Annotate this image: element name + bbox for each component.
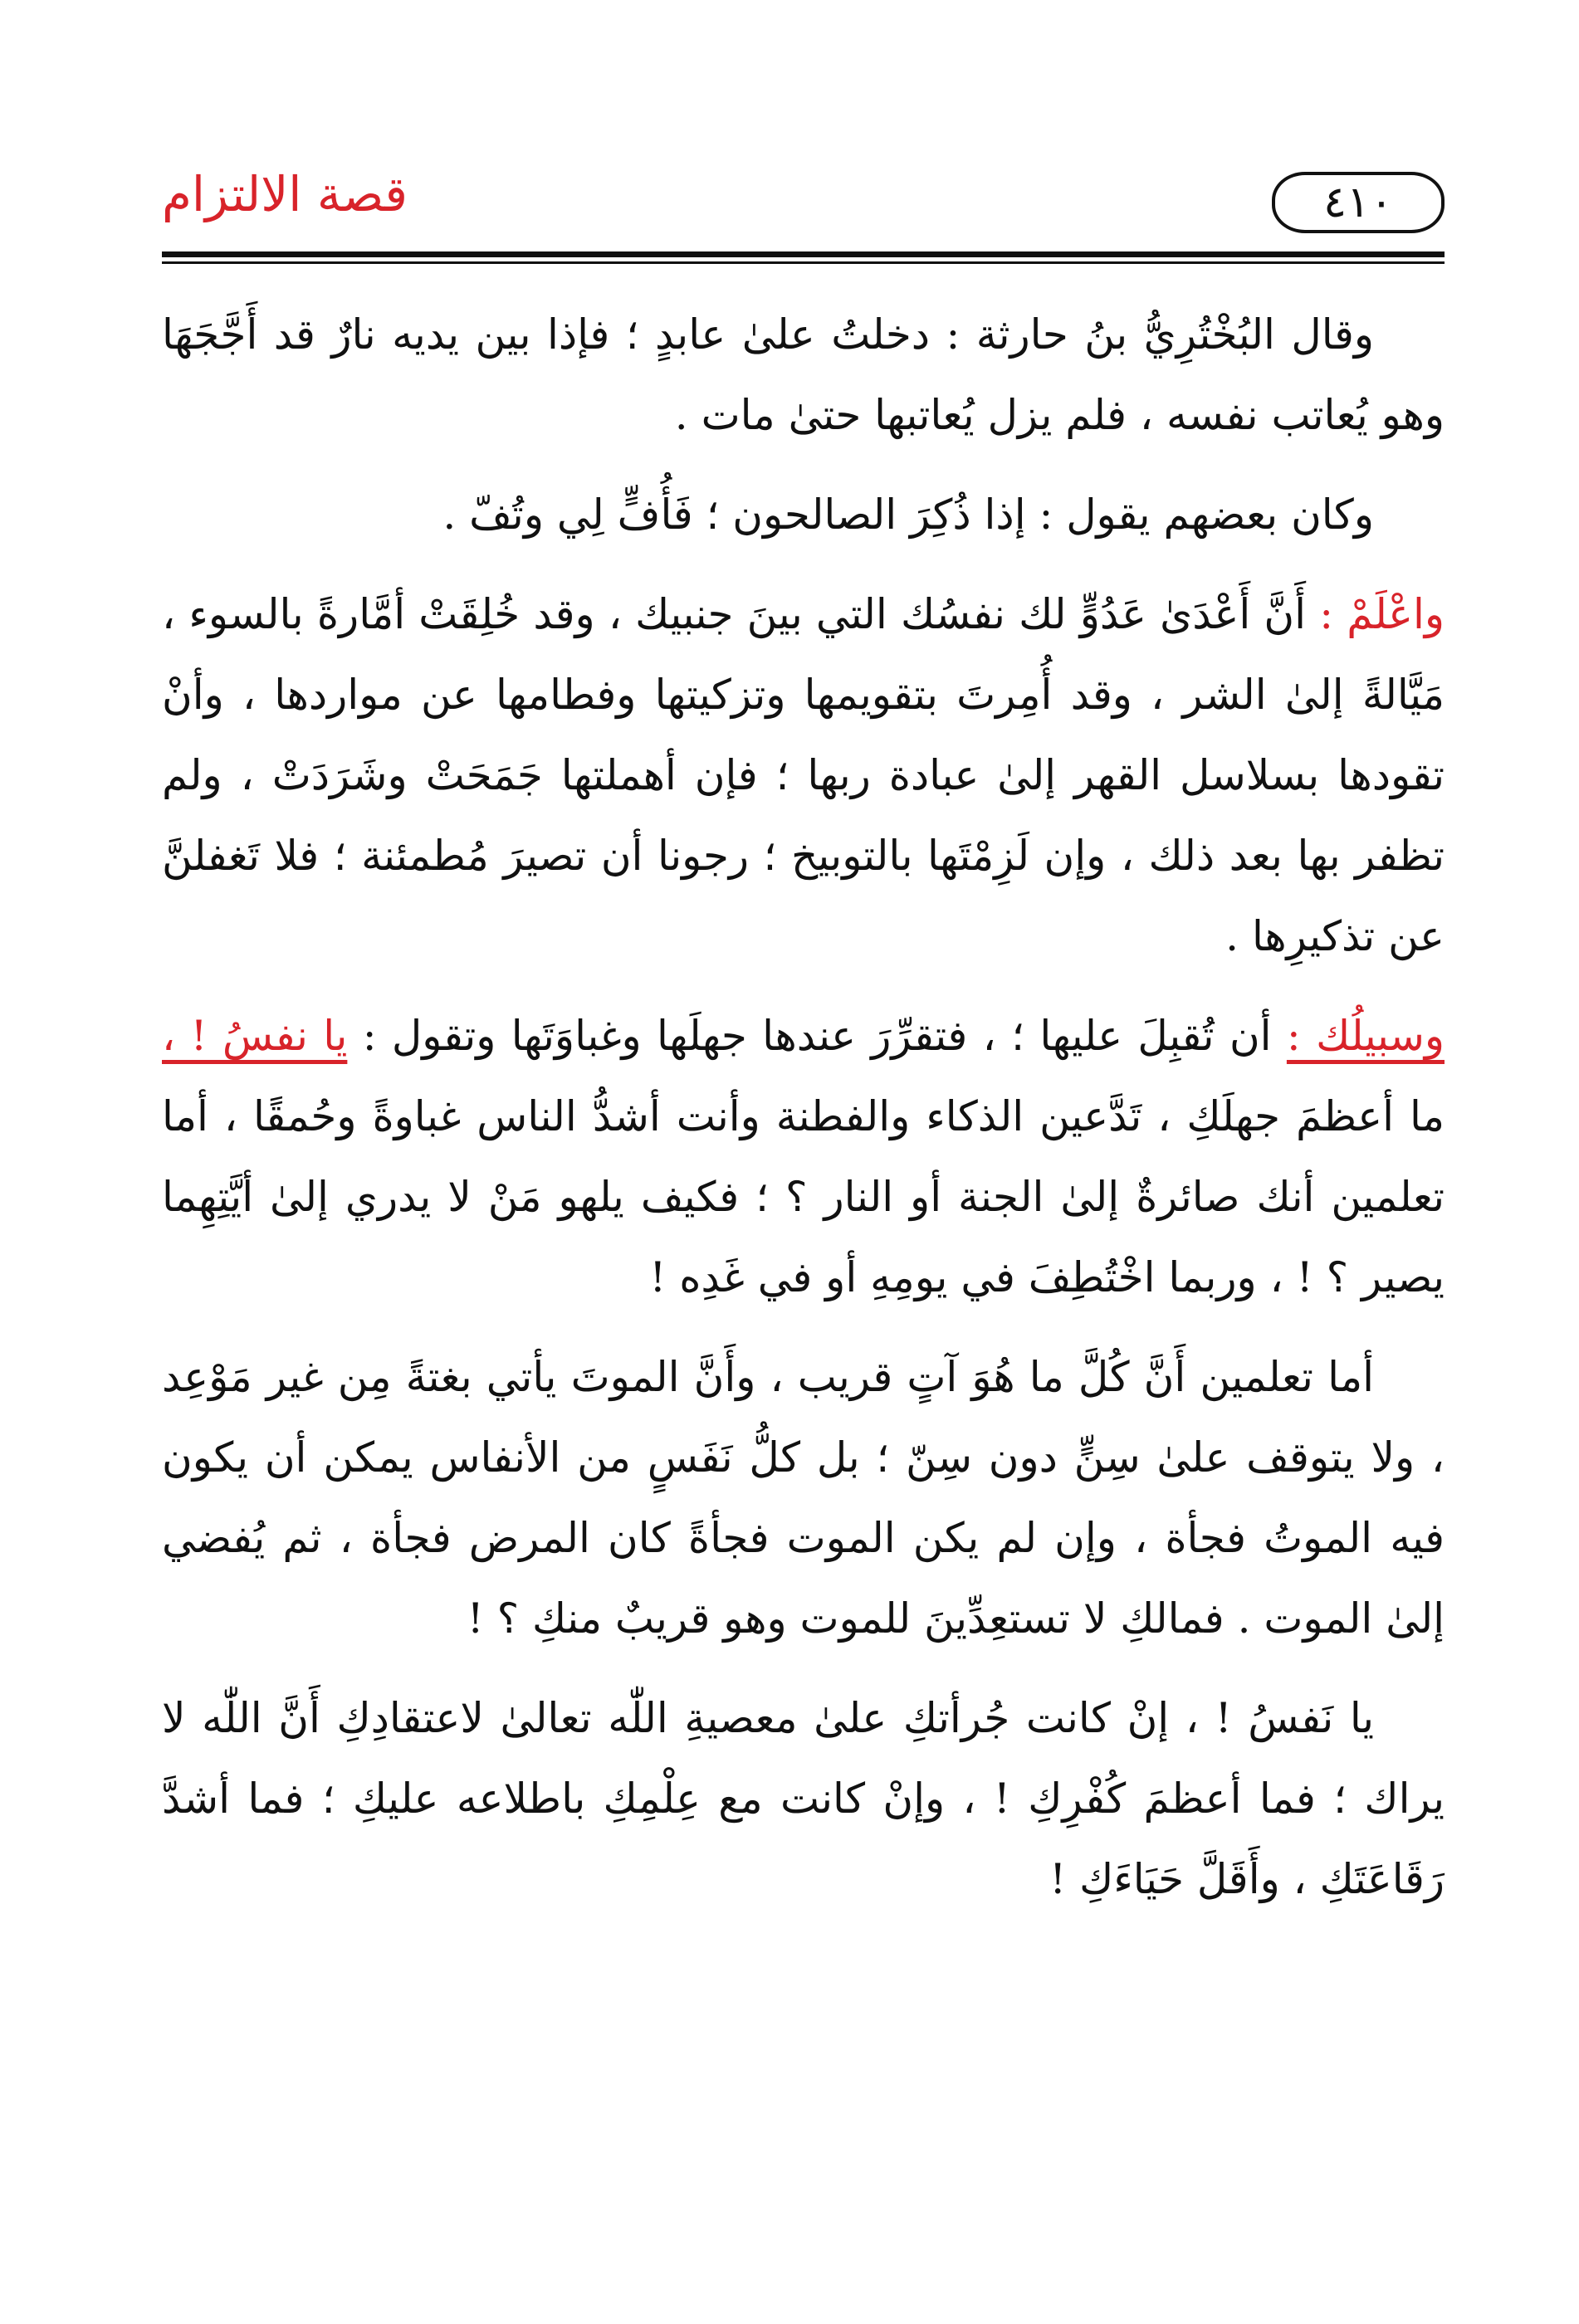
paragraph-4-address: يا نفسُ ! ، xyxy=(162,1012,348,1060)
paragraph-3-text: أَنَّ أَعْدَىٰ عَدُوٍّ لك نفسُك التي بينَ جنبيك ، وقد خُلِقَتْ أمَّارةً بالسوء ، مَيَّالةً إلىٰ الشر ، وقد أُمِرتَ بتقويمها وتزكيتها وفطامها عن مواردها ، وأنْ تقودها بسلاسل القهر إلىٰ عبادة ربها ؛ فإن أهملتها جَمَحَتْ وشَرَدَتْ ، ولم تظفر بها بعد ذلك ، وإن لَزِمْتَها بالتوبيخ ؛ رجونا أن تصيرَ مُطمئنة ؛ فلا تَغفلنَّ عن تذكيرِها . xyxy=(162,590,1445,960)
page-body xyxy=(162,295,1445,1939)
header-rule-thick xyxy=(162,251,1445,257)
page-number: ٤١٠ xyxy=(1272,172,1445,233)
paragraph-4-heading: وسبيلُك : xyxy=(1286,1012,1445,1060)
paragraph-6: يا نَفسُ ! ، إنْ كانت جُرأتكِ علىٰ معصيةِ اللّٰه تعالىٰ لاعتقادِكِ أَنَّ اللّٰه لا يراك ؛ فما أعظمَ كُفْرِكِ ! ، وإنْ كانت مع عِلْمِكِ باطلاعه عليكِ ؛ فما أشدَّ رَقَاعَتَكِ ، وأَقَلَّ حَيَاءَكِ ! xyxy=(162,1694,1445,1903)
paragraph-3 xyxy=(162,574,1445,977)
page-header xyxy=(162,154,1445,261)
paragraph-3-heading: واعْلَمْ : xyxy=(1319,590,1445,638)
book-title: قصة الالتزام xyxy=(162,166,408,222)
paragraph-1: وقال البُخْتُرِيُّ بنُ حارثة : دخلتُ علىٰ عابدٍ ؛ فإذا بين يديه نارٌ قد أَجَّجَهَا وهو يُعاتب نفسه ، فلم يزل يُعاتبها حتىٰ مات . xyxy=(162,310,1445,439)
paragraph-4-text-b: ما أعظمَ جهلَكِ ، تَدَّعين الذكاء والفطنة وأنت أشدُّ الناس غباوةً وحُمقًا ، أما تعلمين أنك صائرةٌ إلىٰ الجنة أو النار ؟ ؛ فكيف يلهو مَنْ لا يدري إلىٰ أيَّتِهِما يصير ؟ ! ، وربما اخْتُطِفَ في يومِهِ أو في غَدِه ! xyxy=(162,1092,1445,1301)
paragraph-5: أما تعلمين أَنَّ كُلَّ ما هُوَ آتٍ قريب ، وأَنَّ الموتَ يأتي بغتةً مِن غير مَوْعِد ، ولا يتوقف علىٰ سِنٍّ دون سِنّ ؛ بل كلُّ نَفَسٍ من الأنفاس يمكن أن يكون فيه الموتُ فجأة ، وإن لم يكن الموت فجأةً كان المرض فجأة ، ثم يُفضي إلىٰ الموت . فمالكِ لا تستعِدِّينَ للموت وهو قريبٌ منكِ ؟ ! xyxy=(162,1353,1445,1643)
paragraph-4-text-a: أن تُقبِلَ عليها ؛ ، فتقرِّرَ عندها جهلَها وغباوَتَها وتقول : xyxy=(347,1012,1287,1060)
paragraph-2: وكان بعضهم يقول : إذا ذُكِرَ الصالحون ؛ فَأُفٍّ لِي وتُفّ . xyxy=(442,491,1374,539)
header-rule-thin xyxy=(162,261,1445,264)
paragraph-4 xyxy=(162,996,1445,1318)
